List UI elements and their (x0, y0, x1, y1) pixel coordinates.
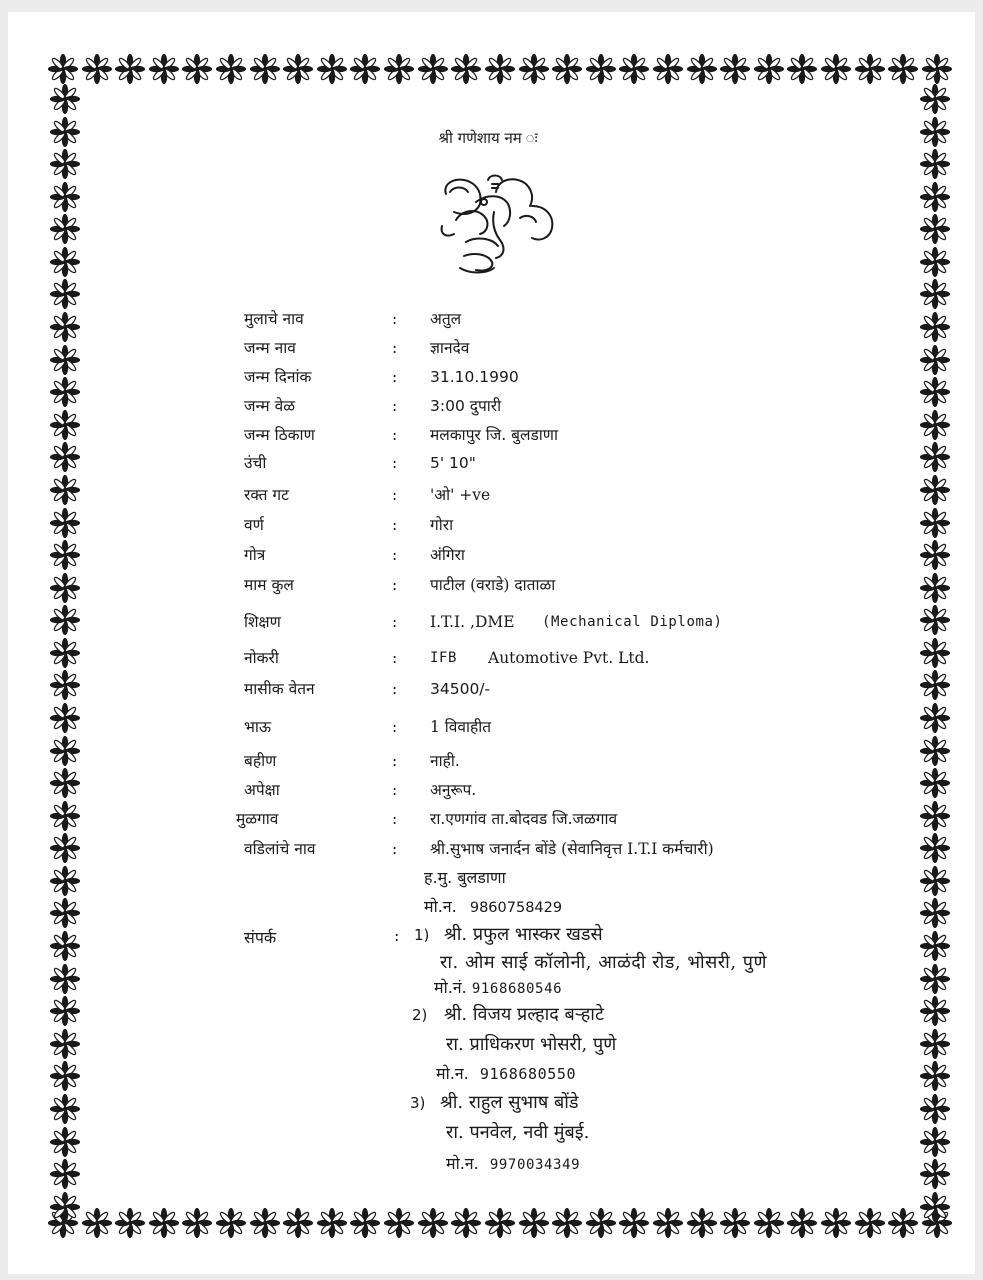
contact-2-name: श्री. विजय प्रल्हाद बऱ्हाटे (444, 1004, 605, 1025)
asterisk-flower-icon (920, 1061, 950, 1091)
contact-1-phone-prefix: मो.नं. (434, 978, 467, 997)
detail-label: माम कुल (244, 576, 294, 594)
detail-value: ज्ञानदेव (430, 339, 470, 357)
contact-1-phone-line (434, 976, 562, 998)
detail-value: मलकापुर जि. बुलडाणा (430, 426, 559, 444)
contact-2-phone-prefix: मो.न. (436, 1064, 469, 1083)
asterisk-flower-icon (485, 1208, 515, 1238)
contact-3-phone-line (446, 1152, 580, 1174)
asterisk-flower-icon (50, 410, 80, 440)
contact-2-phone: 9168680550 (479, 1065, 577, 1083)
asterisk-flower-icon (50, 1094, 80, 1124)
detail-colon: : (392, 718, 398, 736)
border-right (918, 84, 952, 1222)
asterisk-flower-icon (182, 54, 212, 84)
detail-label: मुलाचे नाव (244, 310, 304, 328)
detail-label: वडिलांचे नाव (244, 840, 316, 858)
detail-colon: : (392, 339, 398, 357)
contact-label: संपर्क (244, 928, 277, 947)
detail-value: 31.10.1990 (430, 368, 519, 386)
asterisk-flower-icon (920, 964, 950, 994)
asterisk-flower-icon (350, 54, 380, 84)
asterisk-flower-icon (115, 1208, 145, 1238)
detail-value: अतुल (430, 310, 462, 328)
border-bottom (48, 1206, 952, 1240)
asterisk-flower-icon (149, 1208, 179, 1238)
asterisk-flower-icon (82, 54, 112, 84)
asterisk-flower-icon (216, 54, 246, 84)
asterisk-flower-icon (50, 931, 80, 961)
asterisk-flower-icon (149, 54, 179, 84)
asterisk-flower-icon (50, 84, 80, 114)
asterisk-flower-icon (920, 247, 950, 277)
asterisk-flower-icon (920, 996, 950, 1026)
detail-value: अंगिरा (430, 546, 465, 564)
asterisk-flower-icon (920, 345, 950, 375)
asterisk-flower-icon (920, 801, 950, 831)
detail-value: 3:00 दुपारी (430, 397, 502, 415)
asterisk-flower-icon (250, 1208, 280, 1238)
asterisk-flower-icon (920, 1029, 950, 1059)
asterisk-flower-icon (754, 1208, 784, 1238)
asterisk-flower-icon (250, 54, 280, 84)
asterisk-flower-icon (50, 508, 80, 538)
asterisk-flower-icon (922, 54, 952, 84)
asterisk-flower-icon (50, 279, 80, 309)
detail-colon: : (392, 486, 398, 504)
asterisk-flower-icon (50, 1159, 80, 1189)
asterisk-flower-icon (619, 54, 649, 84)
detail-label: जन्म नाव (244, 339, 296, 357)
asterisk-flower-icon (920, 1159, 950, 1189)
asterisk-flower-icon (50, 442, 80, 472)
asterisk-flower-icon (920, 670, 950, 700)
detail-colon: : (392, 426, 398, 444)
asterisk-flower-icon (920, 182, 950, 212)
asterisk-flower-icon (50, 312, 80, 342)
detail-colon: : (392, 397, 398, 415)
asterisk-flower-icon (821, 1208, 851, 1238)
asterisk-flower-icon (552, 54, 582, 84)
asterisk-flower-icon (920, 1192, 950, 1222)
biodata-page (8, 12, 975, 1274)
contact-3-phone-prefix: मो.न. (446, 1154, 479, 1173)
asterisk-flower-icon (720, 54, 750, 84)
asterisk-flower-icon (182, 1208, 212, 1238)
detail-label: अपेक्षा (244, 781, 280, 799)
detail-value: रा.एणगांव ता.बोदवड जि.जळगाव (430, 810, 618, 828)
detail-label: रक्त गट (244, 486, 289, 504)
asterisk-flower-icon (920, 833, 950, 863)
asterisk-flower-icon (50, 964, 80, 994)
asterisk-flower-icon (586, 1208, 616, 1238)
asterisk-flower-icon (552, 1208, 582, 1238)
asterisk-flower-icon (920, 508, 950, 538)
asterisk-flower-icon (920, 279, 950, 309)
asterisk-flower-icon (50, 475, 80, 505)
asterisk-flower-icon (50, 182, 80, 212)
asterisk-flower-icon (519, 54, 549, 84)
asterisk-flower-icon (50, 377, 80, 407)
detail-value-extra: Automotive Pvt. Ltd. (488, 649, 650, 667)
asterisk-flower-icon (920, 703, 950, 733)
asterisk-flower-icon (50, 898, 80, 928)
asterisk-flower-icon (519, 1208, 549, 1238)
asterisk-flower-icon (920, 638, 950, 668)
asterisk-flower-icon (920, 605, 950, 635)
asterisk-flower-icon (920, 312, 950, 342)
asterisk-flower-icon (50, 149, 80, 179)
invocation-title: श्री गणेशाय नम ः (438, 129, 538, 147)
asterisk-flower-icon (283, 54, 313, 84)
detail-value: श्री.सुभाष जनार्दन बोंडे (सेवानिवृत्त I.T.I कर्मचारी) (430, 840, 714, 858)
asterisk-flower-icon (855, 1208, 885, 1238)
asterisk-flower-icon (920, 540, 950, 570)
asterisk-flower-icon (50, 1029, 80, 1059)
detail-label: मासीक वेतन (244, 680, 315, 698)
asterisk-flower-icon (50, 1127, 80, 1157)
contact-2-address: रा. प्राधिकरण भोसरी, पुणे (446, 1034, 617, 1055)
asterisk-flower-icon (50, 638, 80, 668)
asterisk-flower-icon (50, 833, 80, 863)
asterisk-flower-icon (115, 54, 145, 84)
detail-label: जन्म वेळ (244, 397, 296, 415)
contact-2-phone-line (436, 1062, 576, 1084)
father-phone: 9860758429 (469, 900, 563, 916)
detail-value: 5' 10" (430, 454, 476, 472)
detail-label: गोत्र (244, 546, 266, 564)
asterisk-flower-icon (50, 605, 80, 635)
detail-value: IFB (430, 650, 458, 666)
asterisk-flower-icon (920, 736, 950, 766)
asterisk-flower-icon (653, 1208, 683, 1238)
asterisk-flower-icon (920, 768, 950, 798)
father-phone-line (424, 895, 562, 917)
asterisk-flower-icon (920, 410, 950, 440)
detail-label: वर्ण (244, 516, 264, 534)
detail-value: गोरा (430, 516, 454, 534)
asterisk-flower-icon (384, 54, 414, 84)
contact-1-address: रा. ओम साई कॉलोनी, आळंदी रोड, भोसरी, पुणे (440, 952, 768, 973)
asterisk-flower-icon (920, 573, 950, 603)
asterisk-flower-icon (50, 768, 80, 798)
asterisk-flower-icon (418, 1208, 448, 1238)
asterisk-flower-icon (920, 214, 950, 244)
asterisk-flower-icon (754, 54, 784, 84)
asterisk-flower-icon (50, 1192, 80, 1222)
detail-colon: : (392, 576, 398, 594)
detail-colon: : (392, 516, 398, 534)
contact-1-name: श्री. प्रफुल भास्कर खडसे (444, 924, 603, 945)
asterisk-flower-icon (920, 149, 950, 179)
asterisk-flower-icon (821, 54, 851, 84)
asterisk-flower-icon (350, 1208, 380, 1238)
asterisk-flower-icon (82, 1208, 112, 1238)
border-top (48, 52, 952, 86)
detail-label: जन्म दिनांक (244, 368, 312, 386)
detail-label: नोकरी (244, 649, 279, 667)
contact-3-phone: 9970034349 (489, 1157, 581, 1173)
asterisk-flower-icon (50, 540, 80, 570)
asterisk-flower-icon (50, 736, 80, 766)
asterisk-flower-icon (317, 54, 347, 84)
asterisk-flower-icon (920, 898, 950, 928)
asterisk-flower-icon (619, 1208, 649, 1238)
detail-value: 34500/- (430, 680, 491, 698)
father-residence: ह.मु. बुलडाणा (424, 868, 506, 887)
detail-colon: : (392, 613, 398, 631)
asterisk-flower-icon (317, 1208, 347, 1238)
asterisk-flower-icon (50, 117, 80, 147)
asterisk-flower-icon (888, 1208, 918, 1238)
asterisk-flower-icon (920, 117, 950, 147)
detail-colon: : (392, 781, 398, 799)
asterisk-flower-icon (216, 1208, 246, 1238)
asterisk-flower-icon (787, 1208, 817, 1238)
detail-colon: : (392, 649, 398, 667)
asterisk-flower-icon (50, 996, 80, 1026)
contact-1-index: 1) (414, 926, 430, 944)
asterisk-flower-icon (48, 54, 78, 84)
contact-3-index: 3) (410, 1094, 426, 1112)
asterisk-flower-icon (451, 1208, 481, 1238)
asterisk-flower-icon (418, 54, 448, 84)
border-left (48, 84, 82, 1222)
asterisk-flower-icon (50, 247, 80, 277)
asterisk-flower-icon (920, 442, 950, 472)
asterisk-flower-icon (787, 54, 817, 84)
detail-value: 1 विवाहीत (430, 718, 492, 736)
asterisk-flower-icon (50, 573, 80, 603)
contact-2-index: 2) (412, 1006, 428, 1024)
detail-colon: : (392, 840, 398, 858)
asterisk-flower-icon (50, 1061, 80, 1091)
detail-colon: : (392, 454, 398, 472)
asterisk-flower-icon (50, 703, 80, 733)
ganesha-line-art-icon (436, 172, 562, 276)
asterisk-flower-icon (720, 1208, 750, 1238)
asterisk-flower-icon (920, 84, 950, 114)
detail-label: मुळगाव (236, 810, 279, 828)
detail-value-extra: (Mechanical Diploma) (542, 614, 723, 630)
asterisk-flower-icon (920, 475, 950, 505)
asterisk-flower-icon (586, 54, 616, 84)
asterisk-flower-icon (384, 1208, 414, 1238)
detail-colon: : (392, 368, 398, 386)
detail-value: अनुरूप. (430, 781, 477, 799)
detail-label: उंची (244, 454, 267, 472)
asterisk-flower-icon (50, 670, 80, 700)
contact-1-phone: 9168680546 (471, 981, 563, 997)
asterisk-flower-icon (451, 54, 481, 84)
asterisk-flower-icon (50, 866, 80, 896)
asterisk-flower-icon (50, 801, 80, 831)
asterisk-flower-icon (855, 54, 885, 84)
detail-label: जन्म ठिकाण (244, 426, 315, 444)
detail-colon: : (392, 752, 398, 770)
detail-label: भाऊ (244, 718, 272, 736)
detail-colon: : (392, 310, 398, 328)
asterisk-flower-icon (485, 54, 515, 84)
detail-value: नाही. (430, 752, 460, 770)
asterisk-flower-icon (687, 1208, 717, 1238)
asterisk-flower-icon (920, 931, 950, 961)
contact-colon: : (394, 926, 400, 945)
asterisk-flower-icon (920, 1127, 950, 1157)
asterisk-flower-icon (283, 1208, 313, 1238)
detail-colon: : (392, 546, 398, 564)
asterisk-flower-icon (50, 214, 80, 244)
asterisk-flower-icon (50, 345, 80, 375)
detail-label: शिक्षण (244, 613, 281, 631)
detail-value: 'ओ' +ve (430, 486, 491, 504)
asterisk-flower-icon (687, 54, 717, 84)
detail-colon: : (392, 810, 398, 828)
contact-3-name: श्री. राहुल सुभाष बोंडे (440, 1092, 579, 1113)
asterisk-flower-icon (653, 54, 683, 84)
asterisk-flower-icon (920, 1094, 950, 1124)
detail-value: पाटील (वराडे) दाताळा (430, 576, 556, 594)
asterisk-flower-icon (920, 377, 950, 407)
asterisk-flower-icon (888, 54, 918, 84)
father-phone-prefix: मो.न. (424, 897, 457, 916)
contact-3-address: रा. पनवेल, नवी मुंबई. (446, 1122, 590, 1143)
detail-label: बहीण (244, 752, 277, 770)
detail-value: I.T.I. ,DME (430, 613, 515, 631)
asterisk-flower-icon (920, 866, 950, 896)
detail-colon: : (392, 680, 398, 698)
